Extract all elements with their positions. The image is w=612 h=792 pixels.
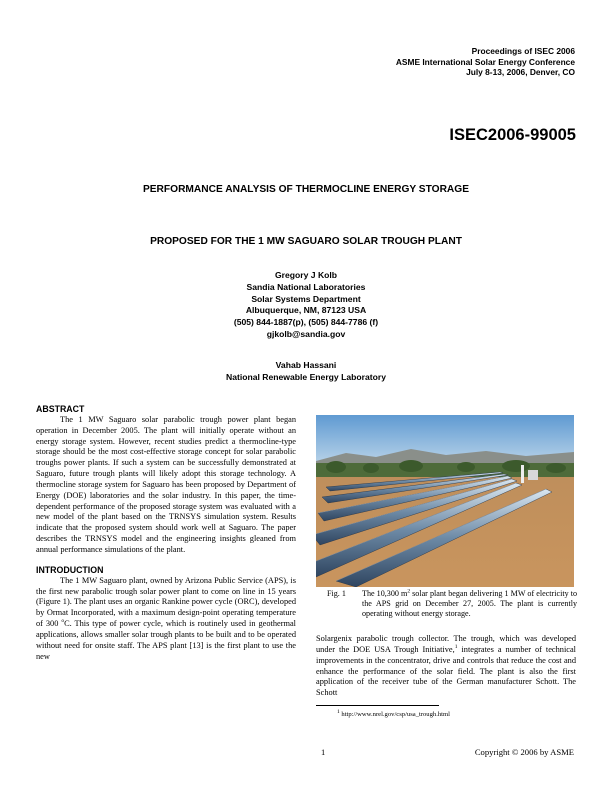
figure-caption-text: The 10,300 $m^2$ solar plant began delivering 1 MW of electricity to the APS grid on December 27, 2005. The plant is currently operating without energy storage. <box>362 588 577 618</box>
paper-id: ISEC2006-99005 <box>449 126 576 144</box>
author-address: Albuquerque, NM, 87123 USA <box>245 305 367 316</box>
conference-line-2: ASME International Solar Energy Conference <box>395 56 575 67</box>
page-number: 1 <box>321 747 326 757</box>
author-department: Solar Systems Department <box>251 293 361 304</box>
figure-caption <box>327 589 577 619</box>
figure-label: Fig. 1 <box>327 589 346 598</box>
conference-line-1: Proceedings of ISEC 2006 <box>471 46 575 56</box>
author-block-1 <box>0 270 612 341</box>
introduction-heading: INTRODUCTION <box>36 564 104 575</box>
author-organization: National Renewable Energy Laboratory <box>226 371 386 382</box>
abstract-heading: ABSTRACT <box>36 404 85 414</box>
footnote-rule <box>316 705 439 706</box>
footnote-link[interactable]: http://www.nrel.gov/csp/usa_trough.html <box>339 711 450 718</box>
copyright: Copyright © 2006 by ASME <box>474 747 574 757</box>
abstract-text: The 1 MW Saguaro solar parabolic trough power plant began operation in December 2005. The plant will initially operate without an energy storage system. However, recent studies predict a thermocline-type storage should be the most cost-effective storage concept for solar parabolic troughs power plants. If such a system can be successfully demonstrated at Saguaro, future trough plants will likely adopt this storage technology. A thermocline storage system for Saguaro has been proposed by Department of Energy (DOE) laboratories and the solar industry. In this paper, the time-dependent performance of the proposed storage system was evaluated with a new model of the plant based on the TRNSYS simulation system. Results indicate that the proposed system should work well at Saguaro. The paper describes the TRNSYS model and the engineering insights gleaned from annual performance simulations of the plant. <box>36 414 296 554</box>
footnote: $^1$ http://www.nrel.gov/csp/usa_trough.html <box>337 708 450 718</box>
conference-line-3: July 8-13, 2006, Denver, CO <box>466 67 575 78</box>
introduction-text: The 1 MW Saguaro plant, owned by Arizona Public Service (APS), is the first new parabolic trough solar power plant to come on line in 15 years (Figure 1). The plant uses an organic Rankine power cycle (ORC), developed by Ormat Incorporated, with a maximum design-point operating temperature of 300 $^o$C. This type of power cycle, which is routinely used in geothermal applications, allows smaller solar trough plants to be built and to be operated without need for onsite staff. The APS plant [13] is the first plant to use the new <box>36 575 296 661</box>
author-block-2 <box>0 360 612 384</box>
solar-plant-photo <box>316 415 574 587</box>
title-line-2: PROPOSED FOR THE 1 MW SAGUARO SOLAR TROUGH PLANT <box>150 236 462 247</box>
author-phone: (505) 844-1887(p), (505) 844-7786 (f) <box>233 317 379 328</box>
author-name: Gregory J Kolb <box>274 270 338 280</box>
conference-header <box>396 46 575 78</box>
title-line-1: PERFORMANCE ANALYSIS OF THERMOCLINE ENERGY STORAGE <box>142 184 470 195</box>
author-organization: Sandia National Laboratories <box>246 281 366 292</box>
author-email: gjkolb@sandia.gov <box>266 328 346 339</box>
left-column <box>36 404 296 662</box>
right-column-text: Solargenix parabolic trough collector. The trough, which was developed under the DOE USA Trough Initiative,$^1$ integrates a number of technical improvements in the concentrator, drive and controls that reduce the cost and enhance the performance of the solar field. The plant is also the first application of the receiver tube of the German manufacturer Schott. The Schott <box>316 634 576 698</box>
author-name: Vahab Hassani <box>275 360 337 370</box>
